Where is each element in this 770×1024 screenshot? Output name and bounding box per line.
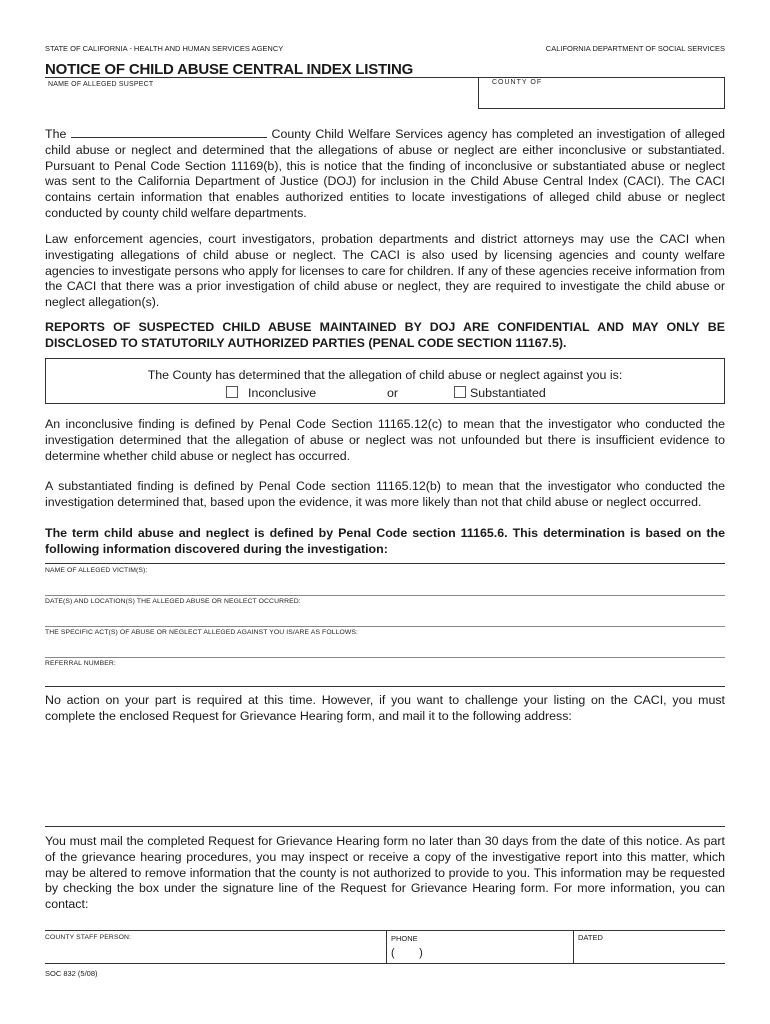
form-id: SOC 832 (5/08) xyxy=(45,969,98,978)
footer-bottom-rule xyxy=(45,963,725,964)
intro-rest: County Child Welfare Services agency has completed an investigation of alleged child abuse or neglect and determined that the allegations of abuse or neglect are either inconclusive or substantiated. Pursuant to Penal Code Section 11169(b), this is notice that the finding of inconclusive or substantiated abuse or neglect was sent to the California Department of Justice (DOJ) for inclusion in the Child Abuse Central Index (CACI). The CACI contains certain information that enables authorized entities to locate investigations of alleged child abuse or neglect conducted by county child welfare departments. xyxy=(45,127,725,220)
substantiated-definition: A substantiated finding is defined by Penal Code section 11165.12(b) to mean that the investigator who conducted the investigation determined that, based upon the evidence, it was more likely than not that child abuse or neglect occurred. xyxy=(45,479,725,509)
department-name: CALIFORNIA DEPARTMENT OF SOCIAL SERVICES xyxy=(545,44,725,53)
substantiated-checkbox[interactable] xyxy=(454,386,466,398)
intro-paragraph xyxy=(45,126,725,222)
staff-person-label: COUNTY STAFF PERSON: xyxy=(45,934,131,941)
term-definition: The term child abuse and neglect is defined by Penal Code section 11165.6. This determination is based on the following information discovered during the investigation: xyxy=(45,526,725,556)
referral-rule xyxy=(45,657,725,658)
or-text: or xyxy=(387,386,399,400)
determination-statement: The County has determined that the allegation of child abuse or neglect against you is: xyxy=(147,368,623,382)
dated-label: DATED xyxy=(578,933,603,942)
referral-label: REFERRAL NUMBER: xyxy=(45,660,116,667)
substantiated-label: Substantiated xyxy=(470,386,546,400)
suspect-name-field[interactable] xyxy=(45,78,478,108)
contact-rule xyxy=(45,930,725,931)
county-box-bottom xyxy=(478,108,725,109)
dated-divider xyxy=(573,930,574,963)
dated-field[interactable] xyxy=(578,942,724,962)
dates-field[interactable] xyxy=(45,607,725,625)
no-action-paragraph: No action on your part is required at this time. However, if you want to challenge your listing on the CACI, you must complete the enclosed Request for Grievance Hearing form, and mail it to the following address: xyxy=(45,693,725,723)
inconclusive-checkbox[interactable] xyxy=(226,386,238,398)
phone-label: PHONE xyxy=(391,934,418,943)
dates-rule xyxy=(45,595,725,596)
phone-field[interactable]: ( ) xyxy=(391,947,423,959)
agency-name: STATE OF CALIFORNIA - HEALTH AND HUMAN SERVICES AGENCY xyxy=(45,44,284,53)
mail-notice-paragraph: You must mail the completed Request for Grievance Hearing form no later than 30 days from the date of this notice. As part of the grievance hearing procedures, you may inspect or receive a copy of the investigative report into this matter, which may be altered to remove information that the county is not authorized to provide to you. This information may be requested by checking the box under the signature line of the Request for Grievance Hearing form. For more information, you can contact: xyxy=(45,834,725,912)
address-area[interactable] xyxy=(45,735,725,820)
staff-person-field[interactable] xyxy=(45,942,385,962)
victims-rule xyxy=(45,563,725,564)
form-title: NOTICE OF CHILD ABUSE CENTRAL INDEX LISTING xyxy=(45,61,414,78)
determination-box xyxy=(45,358,725,404)
county-label: COUNTY OF xyxy=(492,79,543,86)
section-rule xyxy=(45,686,725,687)
victims-label: NAME OF ALLEGED VICTIM(S): xyxy=(45,567,148,574)
substantiated-option[interactable] xyxy=(454,386,546,400)
acts-rule xyxy=(45,626,725,627)
inconclusive-option[interactable] xyxy=(226,386,316,400)
victims-field[interactable] xyxy=(45,576,725,594)
dates-label: DATE(S) AND LOCATION(S) THE ALLEGED ABUSE OR NEGLECT OCCURRED: xyxy=(45,598,301,605)
inconclusive-definition: An inconclusive finding is defined by Penal Code Section 11165.12(c) to mean that the investigator who conducted the investigation determined that the allegation of abuse or neglect was not unfounded but there is insufficient evidence to determine whether child abuse or neglect has occurred. xyxy=(45,417,725,463)
mail-rule xyxy=(45,826,725,827)
suspect-name-label: NAME OF ALLEGED SUSPECT xyxy=(48,81,154,88)
confidential-notice: REPORTS OF SUSPECTED CHILD ABUSE MAINTAINED BY DOJ ARE CONFIDENTIAL AND MAY ONLY BE DISCLOSED TO STATUTORILY AUTHORIZED PARTIES (PENAL CODE SECTION 11167.5). xyxy=(45,320,725,350)
county-box-right xyxy=(724,77,725,108)
law-enforcement-paragraph: Law enforcement agencies, court investigators, probation departments and district attorneys may use the CACI when investigating allegations of child abuse or neglect. The CACI is also used by licensing agencies and county welfare agencies to investigate persons who apply for licenses to care for children. If any of these agencies receive information from the CACI that there was a prior investigation of child abuse or neglect, they are required to investigate the child abuse or neglect allegation(s). xyxy=(45,232,725,310)
acts-label: THE SPECIFIC ACT(S) OF ABUSE OR NEGLECT ALLEGED AGAINST YOU IS/ARE AS FOLLOWS: xyxy=(45,629,358,636)
county-name-blank[interactable] xyxy=(71,126,267,138)
acts-field[interactable] xyxy=(45,638,725,656)
inconclusive-label: Inconclusive xyxy=(248,386,317,400)
phone-divider xyxy=(386,930,387,963)
intro-lead: The xyxy=(45,127,67,141)
county-field[interactable] xyxy=(479,78,724,108)
referral-field[interactable] xyxy=(45,668,725,686)
